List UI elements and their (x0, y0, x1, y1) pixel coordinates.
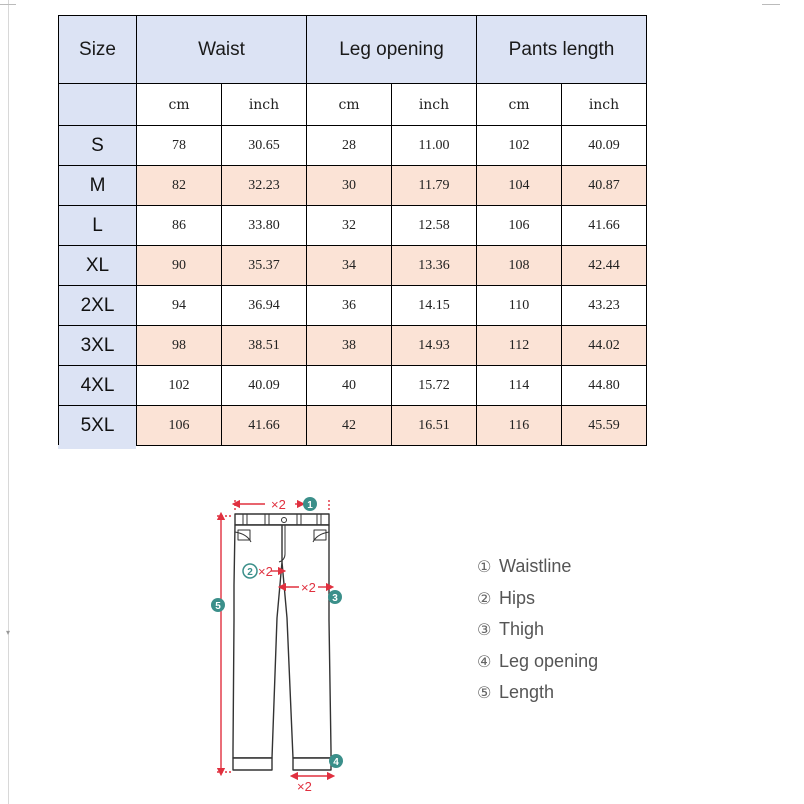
svg-text:3: 3 (332, 593, 338, 604)
table-cell: 41.66 (562, 206, 647, 246)
table-row (59, 166, 647, 206)
legend-number: ⑤ (477, 683, 492, 703)
table-cell: 30.65 (222, 126, 307, 166)
table-cell: 106 (477, 206, 562, 246)
leg-opening-multiplier: ×2 (297, 779, 312, 794)
legend-label: Length (499, 682, 555, 703)
waist-multiplier: ×2 (271, 497, 286, 512)
table-cell: 32 (307, 206, 392, 246)
table-row (59, 406, 647, 446)
unit-row (59, 84, 647, 126)
table-cell: 43.23 (562, 286, 647, 326)
header-pants-length: Pants length (477, 16, 647, 84)
table-row (59, 326, 647, 366)
svg-text:5: 5 (215, 601, 221, 612)
marker-3 (328, 590, 342, 604)
table-cell: 28 (307, 126, 392, 166)
legend-item-leg-opening (477, 646, 598, 678)
header-size: Size (59, 16, 137, 84)
hips-multiplier: ×2 (258, 564, 273, 579)
table-cell: 42 (307, 406, 392, 446)
table-cell: 102 (477, 126, 562, 166)
table-cell: 114 (477, 366, 562, 406)
legend-item-hips (477, 583, 598, 615)
svg-text:2: 2 (247, 567, 253, 578)
table-cell: 30 (307, 166, 392, 206)
marker-5 (211, 598, 225, 612)
table-cell: 108 (477, 246, 562, 286)
table-cell: 40.87 (562, 166, 647, 206)
table-cell: 106 (137, 406, 222, 446)
header-row (59, 16, 647, 84)
table-cell: 78 (137, 126, 222, 166)
legend-number: ① (477, 557, 492, 577)
svg-text:1: 1 (307, 500, 313, 511)
table-cell: 38.51 (222, 326, 307, 366)
legend-label: Hips (499, 587, 536, 608)
measurement-legend (477, 551, 598, 709)
table-cell: 35.37 (222, 246, 307, 286)
table-cell: 16.51 (392, 406, 477, 446)
table-cell: 102 (137, 366, 222, 406)
table-cell: 34 (307, 246, 392, 286)
legend-item-thigh (477, 614, 598, 646)
table-cell: 90 (137, 246, 222, 286)
unit-cell: inch (392, 84, 477, 126)
table-cell: 13.36 (392, 246, 477, 286)
table-cell: 40.09 (562, 126, 647, 166)
page-corner-mark-left (0, 0, 16, 5)
legend-label: Waistline (499, 556, 572, 577)
table-cell: 38 (307, 326, 392, 366)
table-cell: 86 (137, 206, 222, 246)
size-label: 4XL (59, 366, 137, 406)
size-label: S (59, 126, 137, 166)
table-cell: 36.94 (222, 286, 307, 326)
size-label: XL (59, 246, 137, 286)
table-cell: 33.80 (222, 206, 307, 246)
table-cell: 42.44 (562, 246, 647, 286)
page-corner-mark-right (762, 0, 780, 5)
table-row (59, 366, 647, 406)
pants-measurement-diagram (205, 490, 355, 796)
unit-cell: inch (562, 84, 647, 126)
table-cell: 12.58 (392, 206, 477, 246)
size-chart-table (58, 15, 647, 446)
table-cell: 40.09 (222, 366, 307, 406)
unit-row-blank (59, 84, 137, 126)
legend-number: ④ (477, 651, 492, 671)
legend-label: Thigh (499, 619, 545, 640)
size-label: 3XL (59, 326, 137, 366)
table-cell: 36 (307, 286, 392, 326)
page-left-edge (8, 0, 9, 804)
table-cell: 44.02 (562, 326, 647, 366)
size-label: 5XL (59, 406, 137, 446)
table-cell: 82 (137, 166, 222, 206)
table-cell: 11.00 (392, 126, 477, 166)
marker-2 (243, 564, 257, 578)
table-row (59, 126, 647, 166)
table-cell: 98 (137, 326, 222, 366)
table-cell: 14.15 (392, 286, 477, 326)
thigh-multiplier: ×2 (301, 580, 316, 595)
legend-item-waistline (477, 551, 598, 583)
margin-caret-icon: ▾ (6, 628, 11, 637)
table-cell: 112 (477, 326, 562, 366)
table-cell: 15.72 (392, 366, 477, 406)
table-cell: 32.23 (222, 166, 307, 206)
table-cell: 104 (477, 166, 562, 206)
header-leg-opening: Leg opening (307, 16, 477, 84)
svg-text:4: 4 (333, 757, 339, 768)
unit-cell: cm (137, 84, 222, 126)
table-cell: 11.79 (392, 166, 477, 206)
size-label: M (59, 166, 137, 206)
table-cell: 44.80 (562, 366, 647, 406)
unit-cell: cm (477, 84, 562, 126)
size-label: 2XL (59, 286, 137, 326)
unit-cell: inch (222, 84, 307, 126)
legend-label: Leg opening (499, 650, 599, 671)
header-waist: Waist (137, 16, 307, 84)
legend-number: ③ (477, 620, 492, 640)
table-cell: 45.59 (562, 406, 647, 446)
legend-number: ② (477, 588, 492, 608)
unit-cell: cm (307, 84, 392, 126)
table-cell: 110 (477, 286, 562, 326)
marker-1 (303, 497, 317, 511)
table-cell: 94 (137, 286, 222, 326)
marker-4 (329, 754, 343, 768)
table-row (59, 206, 647, 246)
table-row (59, 286, 647, 326)
legend-item-length (477, 677, 598, 709)
table-cell: 116 (477, 406, 562, 446)
table-cell: 14.93 (392, 326, 477, 366)
table-cell: 41.66 (222, 406, 307, 446)
table-row (59, 246, 647, 286)
table-tail-fragment (58, 445, 136, 449)
pants-outline-icon (233, 514, 331, 770)
table-cell: 40 (307, 366, 392, 406)
size-label: L (59, 206, 137, 246)
